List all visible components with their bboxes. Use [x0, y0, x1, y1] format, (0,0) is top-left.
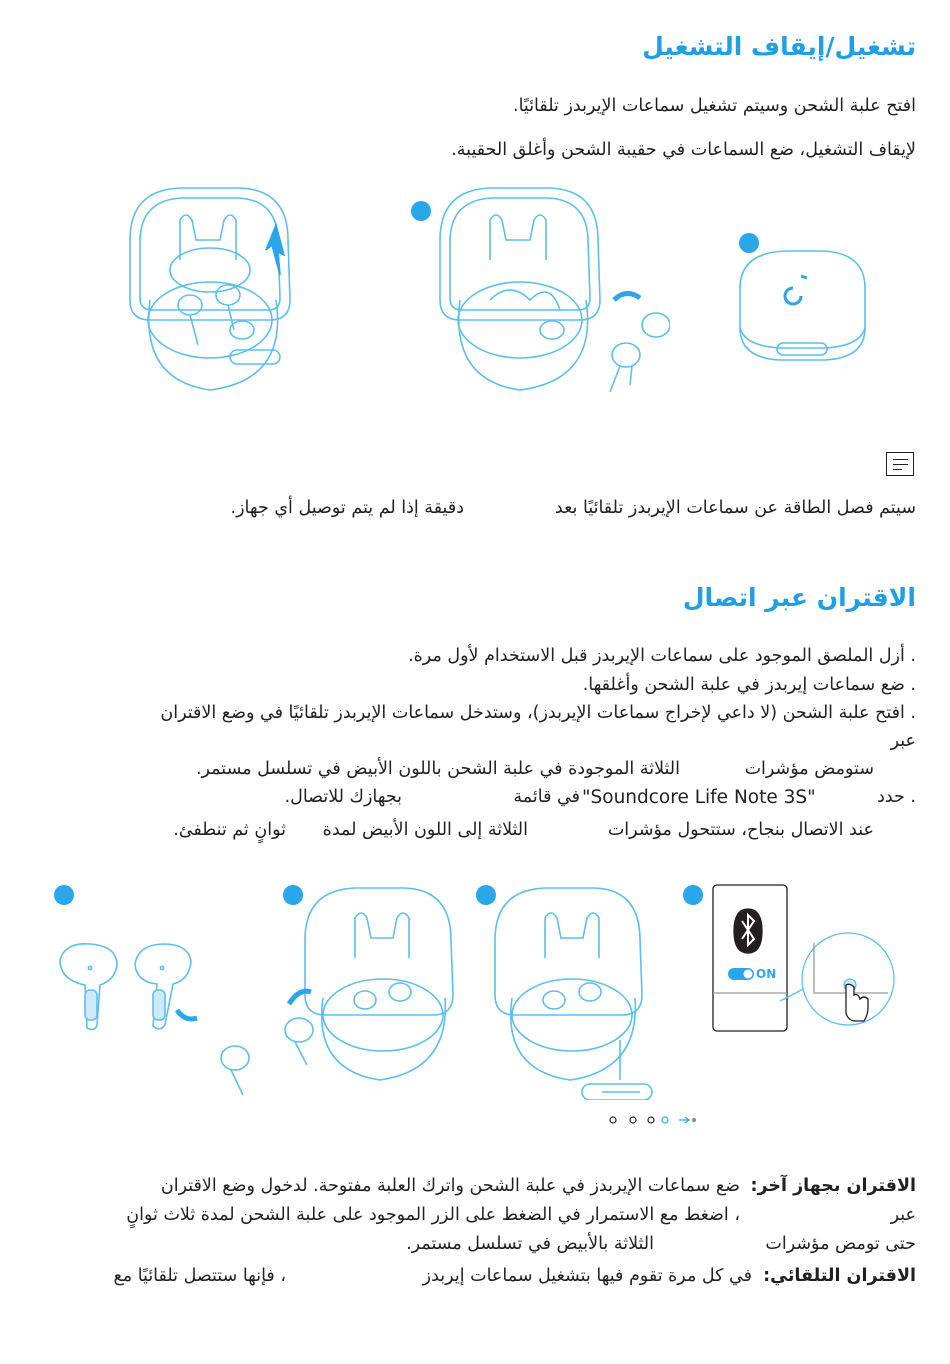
pairing-step-3b-b: الثلاثة الموجودة في علبة الشحن باللون الأبيض في تسلسل مستمر.: [195, 759, 680, 779]
earbuds-sticker-illustration: [55, 940, 215, 1035]
insert-earbuds-illustration: [215, 880, 465, 1100]
pairing-step-4b-b: الثلاثة إلى اللون الأبيض لمدة: [322, 820, 528, 840]
pairing-step-3: . افتح علبة الشحن (لا داعي لإخراج سماعات الإيربدز)، وستدخل سماعات الإيربدز تلقائيًا في وضع الاقتران: [160, 703, 916, 723]
power-line-1: افتح علبة الشحن وسيتم تشغيل سماعات الإيربدز تلقائيًا.: [513, 96, 916, 116]
open-case-illustration: [120, 180, 300, 410]
pairing-step-4b-c: ثوانٍ ثم تنطفئ.: [173, 820, 286, 840]
pairing-step-1: . أزل الملصق الموجود على سماعات الإيربدز قبل الاستخدام لأول مرة.: [408, 646, 916, 666]
step-dot: [683, 885, 703, 905]
case-led-illustration: [490, 880, 660, 1100]
power-line-2: لإيقاف التشغيل، ضع السماعات في حقيبة الشحن وأغلق الحقيبة.: [451, 140, 916, 160]
case-earbuds-out-illustration: [430, 180, 670, 410]
pairing-step-3b-a: ستومض مؤشرات: [744, 759, 874, 779]
led-indicator-sequence: [605, 1110, 705, 1130]
step-dot: [411, 201, 431, 221]
auto-pairing-text-a: في كل مرة تقوم فيها بتشغيل سماعات إيربدز: [422, 1266, 752, 1286]
other-device-line-3-a: حتى تومض مؤشرات: [765, 1234, 916, 1254]
auto-off-note-b: دقيقة إذا لم يتم توصيل أي جهاز.: [230, 498, 464, 518]
auto-off-note-a: سيتم فصل الطاقة عن سماعات الإيربدز تلقائيًا بعد: [554, 498, 916, 518]
other-device-label: الاقتران بجهاز آخر:: [750, 1176, 916, 1196]
note-icon: [886, 452, 914, 476]
pairing-step-4-c: بجهازك للاتصال.: [284, 787, 402, 807]
pairing-section-title: الاقتران عبر اتصال: [682, 583, 916, 612]
pairing-step-4-b: في قائمة: [513, 787, 580, 807]
bluetooth-toggle-label: ON: [756, 967, 777, 981]
other-device-line-2-b: ، اضغط مع الاستمرار في الضغط على الزر الموجود على علبة الشحن لمدة ثلاث ثوانٍ: [126, 1205, 740, 1225]
pairing-step-2: . ضع سماعات إيربدز في علبة الشحن وأغلقها.: [582, 675, 916, 695]
pairing-step-4-a: . حدد: [877, 787, 916, 807]
step-dot: [54, 885, 74, 905]
pairing-step-4b-a: عند الاتصال بنجاح، ستتحول مؤشرات: [607, 820, 874, 840]
phone-bluetooth-illustration: [710, 883, 900, 1035]
other-device-line-3-b: الثلاثة بالأبيض في تسلسل مستمر.: [406, 1234, 654, 1254]
pairing-step-3-cont: عبر: [890, 731, 916, 751]
auto-pairing-text-b: ، فإنها ستتصل تلقائيًا مع: [113, 1266, 286, 1286]
power-section-title: تشغيل/إيقاف التشغيل: [642, 32, 916, 61]
closed-case-illustration: [735, 248, 870, 363]
other-device-line-2-a: عبر: [890, 1205, 916, 1225]
auto-pairing-label: الاقتران التلقائي:: [763, 1266, 916, 1286]
device-name: "Soundcore Life Note 3S": [582, 787, 816, 808]
other-device-text-1: ضع سماعات الإيربدز في علبة الشحن واترك العلبة مفتوحة. لدخول وضع الاقتران: [160, 1176, 740, 1196]
